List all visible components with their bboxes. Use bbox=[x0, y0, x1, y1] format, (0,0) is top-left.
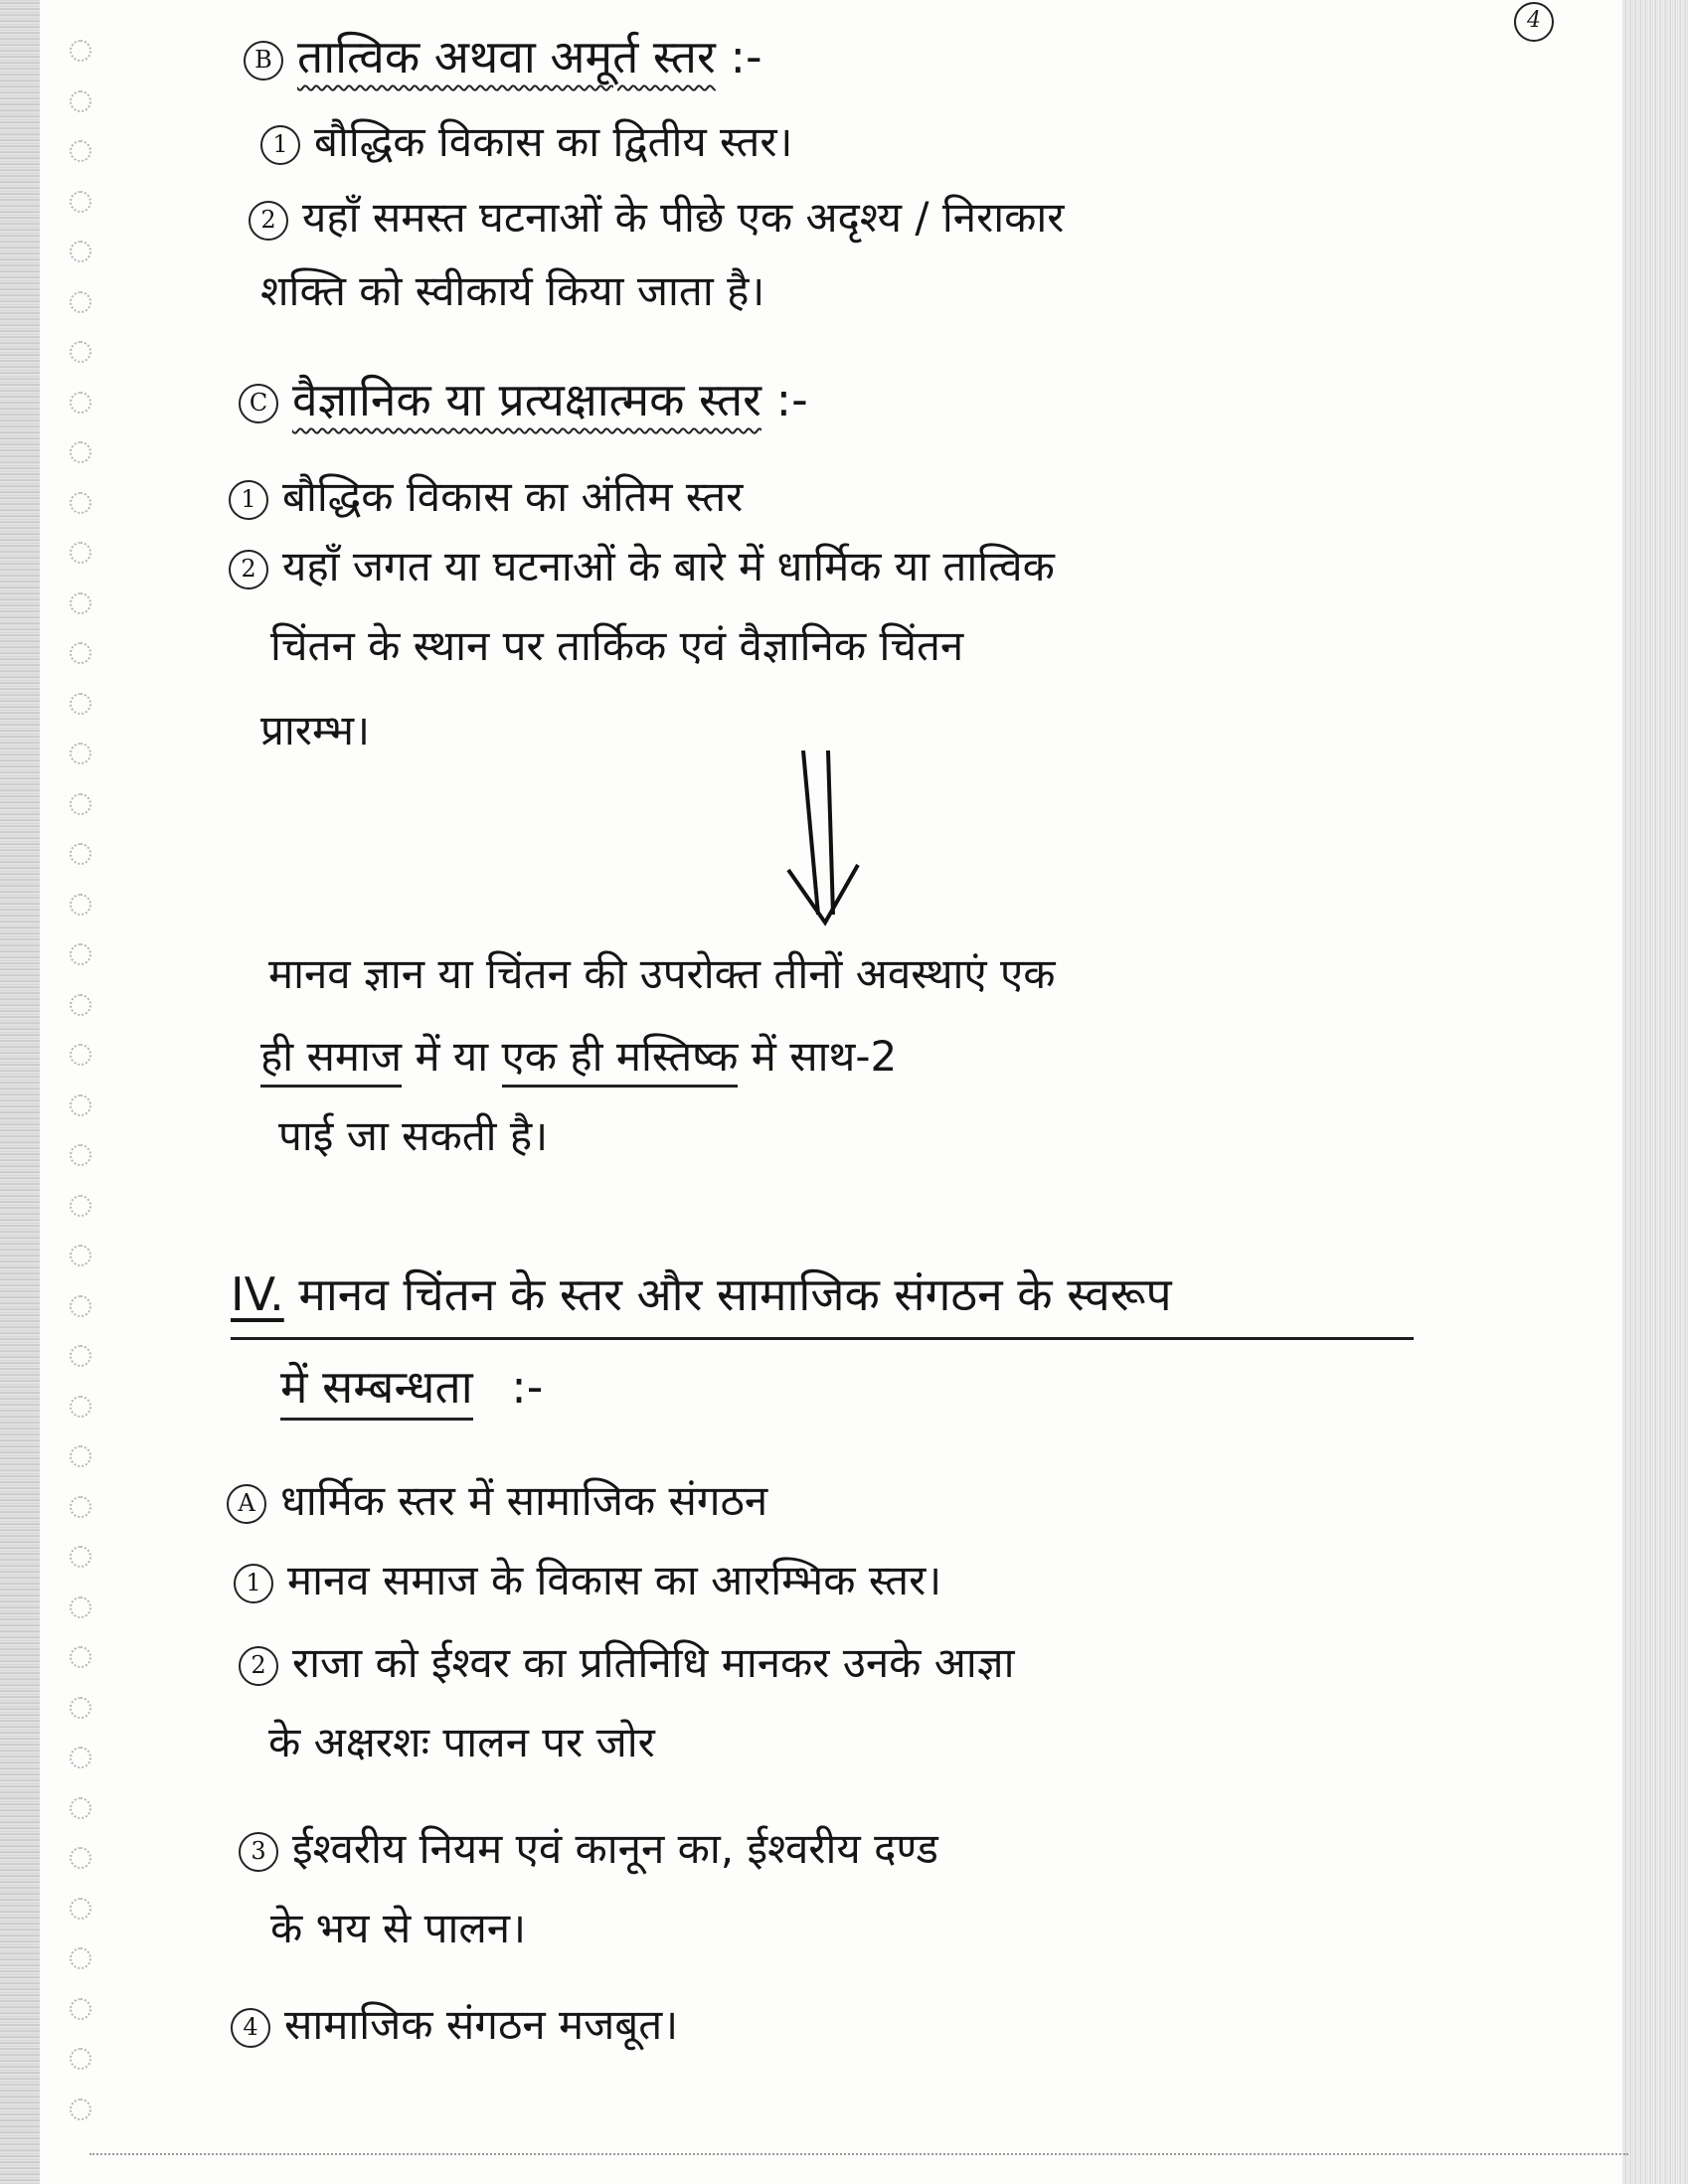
item-text: ईश्वरीय नियम एवं कानून का, ईश्वरीय दण्ड bbox=[292, 1824, 938, 1873]
scan-bottom-edge bbox=[89, 2153, 1628, 2159]
section-b-suffix: :- bbox=[730, 30, 762, 84]
section-iv-underline bbox=[231, 1337, 1414, 1340]
section-c-marker: C bbox=[239, 384, 278, 423]
summary-phrase-same-society: ही समाज bbox=[260, 1032, 402, 1088]
section-a-item-1 bbox=[234, 1556, 941, 1605]
section-iv-heading-line-1 bbox=[231, 1267, 1172, 1322]
summary-line-2 bbox=[260, 1032, 897, 1082]
section-a-item-3 bbox=[239, 1824, 938, 1874]
scan-right-edge bbox=[1622, 0, 1688, 2184]
section-a-marker: A bbox=[227, 1484, 266, 1524]
item-text: सामाजिक संगठन मजबूत। bbox=[284, 2000, 679, 2049]
item-text: बौद्धिक विकास का द्वितीय स्तर। bbox=[314, 117, 793, 166]
section-c-continuation-1: चिंतन के स्थान पर तार्किक एवं वैज्ञानिक चिंतन bbox=[270, 621, 964, 670]
section-b-marker: B bbox=[244, 41, 283, 81]
binder-holes bbox=[70, 40, 99, 2148]
down-arrow-icon bbox=[773, 746, 883, 934]
section-a-continuation-3: के भय से पालन। bbox=[270, 1904, 527, 1952]
item-text: राजा को ईश्वर का प्रतिनिधि मानकर उनके आज्ञा bbox=[292, 1638, 1015, 1687]
item-number: 3 bbox=[239, 1832, 278, 1872]
section-b-title: तात्विक अथवा अमूर्त स्तर bbox=[297, 30, 716, 84]
section-c-item-2 bbox=[229, 542, 1055, 591]
section-a-item-2 bbox=[239, 1638, 1014, 1688]
section-a-continuation-2: के अक्षरशः पालन पर जोर bbox=[268, 1718, 655, 1766]
item-number: 2 bbox=[229, 550, 268, 589]
item-text: मानव समाज के विकास का आरम्भिक स्तर। bbox=[287, 1556, 942, 1604]
item-number: 2 bbox=[249, 201, 288, 241]
section-c-title: वैज्ञानिक या प्रत्यक्षात्मक स्तर bbox=[292, 373, 761, 426]
scan-left-edge bbox=[0, 0, 40, 2184]
item-number: 4 bbox=[231, 2008, 270, 2048]
section-c-suffix: :- bbox=[775, 373, 808, 426]
section-c-item-1 bbox=[229, 472, 743, 522]
section-iv-title-2: में सम्बन्धता bbox=[280, 1360, 473, 1421]
summary-phrase-same-mind: एक ही मस्तिष्क bbox=[502, 1032, 739, 1088]
item-text: यहाँ समस्त घटनाओं के पीछे एक अदृश्य / निराकार bbox=[302, 193, 1065, 242]
item-text: बौद्धिक विकास का अंतिम स्तर bbox=[282, 472, 744, 521]
section-a-item-4 bbox=[231, 2000, 678, 2050]
item-number: 2 bbox=[239, 1646, 278, 1686]
section-iv-numeral: IV. bbox=[231, 1267, 284, 1321]
item-number: 1 bbox=[229, 480, 268, 520]
section-b-heading bbox=[244, 30, 762, 84]
section-a-heading bbox=[227, 1476, 767, 1526]
summary-line-3: पाई जा सकती है। bbox=[278, 1111, 549, 1160]
item-number: 1 bbox=[234, 1564, 273, 1603]
summary-line-1: मानव ज्ञान या चिंतन की उपरोक्त तीनों अवस्थाएं एक bbox=[268, 949, 1056, 998]
section-a-title: धार्मिक स्तर में सामाजिक संगठन bbox=[280, 1476, 768, 1525]
section-b-item-1 bbox=[260, 117, 792, 167]
item-text: यहाँ जगत या घटनाओं के बारे में धार्मिक या तात्विक bbox=[282, 542, 1055, 590]
section-iv-title-1: मानव चिंतन के स्तर और सामाजिक संगठन के स्वरूप bbox=[298, 1267, 1172, 1321]
summary-text: में या bbox=[415, 1032, 489, 1081]
section-c-heading bbox=[239, 373, 808, 427]
section-iv-heading-line-2 bbox=[280, 1360, 543, 1415]
summary-text: में साथ-2 bbox=[751, 1032, 898, 1081]
section-c-continuation-2: प्रारम्भ। bbox=[260, 706, 370, 755]
section-b-item-2 bbox=[249, 193, 1064, 243]
section-b-continuation: शक्ति को स्वीकार्य किया जाता है। bbox=[260, 266, 765, 315]
item-number: 1 bbox=[260, 125, 300, 165]
page-number: 4 bbox=[1514, 2, 1554, 42]
section-iv-suffix: :- bbox=[511, 1360, 544, 1414]
